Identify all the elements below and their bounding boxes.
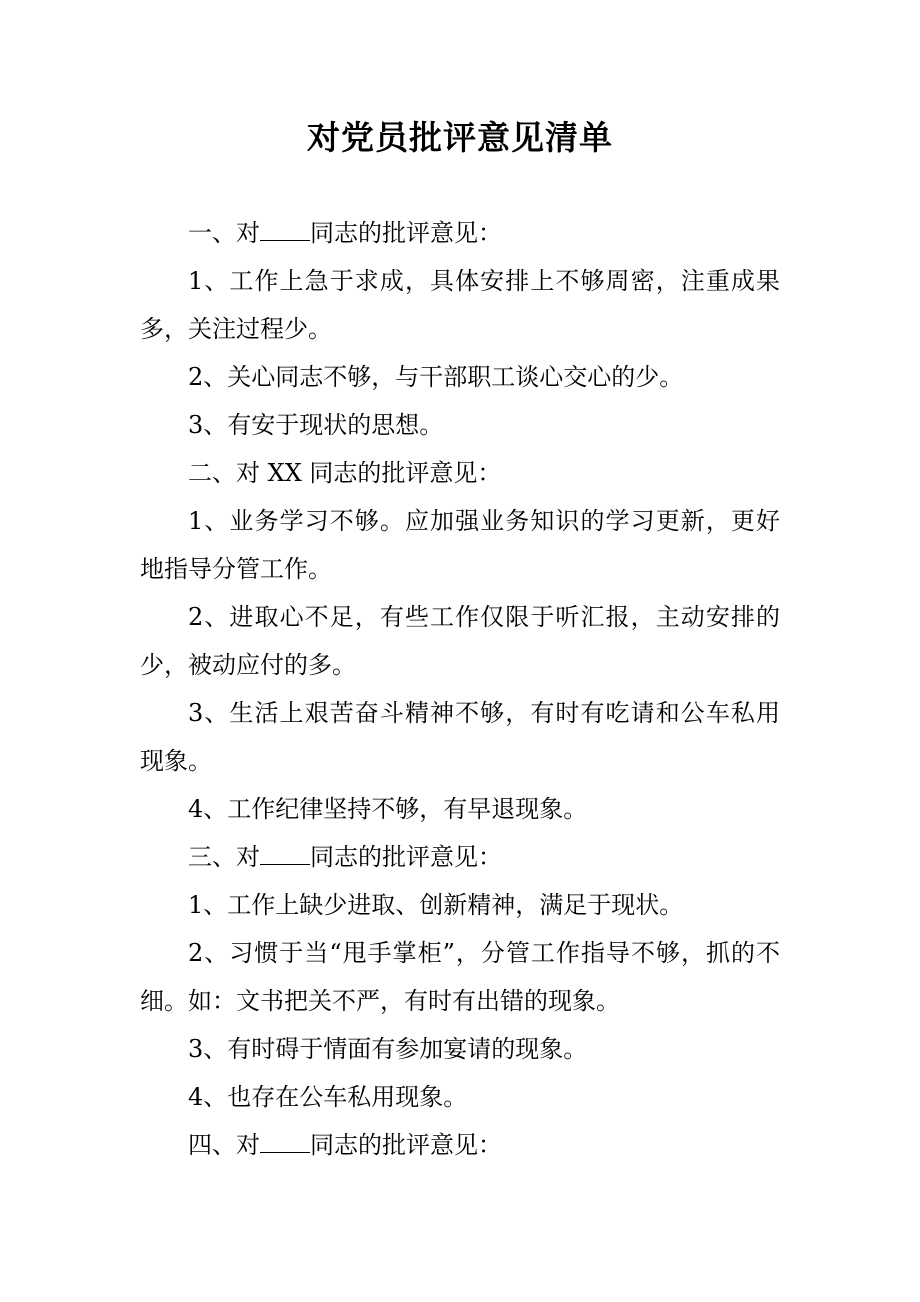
name-blank [260, 218, 310, 241]
paragraph-line: 1、业务学习不够。应加强业务知识的学习更新，更好 [188, 507, 780, 535]
paragraph-line: 2、习惯于当“甩手掌柜”，分管工作指导不够，抓的不 [188, 939, 780, 967]
section-heading-2: 二、对 XX 同志的批评意见： [188, 459, 502, 487]
paragraph-line: 1、工作上缺少进取、创新精神，满足于现状。 [188, 891, 684, 919]
paragraph-line: 4、工作纪律坚持不够，有早退现象。 [188, 795, 588, 823]
paragraph-line: 3、有时碍于情面有参加宴请的现象。 [188, 1035, 588, 1063]
heading-prefix: 四、对 [188, 1131, 260, 1159]
heading-suffix: 同志的批评意见： [310, 843, 502, 871]
paragraph-line: 少，被动应付的多。 [140, 651, 356, 679]
paragraph-line: 1、工作上急于求成，具体安排上不够周密，注重成果 [188, 267, 780, 295]
paragraph-line: 2、进取心不足，有些工作仅限于听汇报，主动安排的 [188, 603, 780, 631]
section-heading-3 [188, 840, 828, 874]
heading-prefix: 三、对 [188, 843, 260, 871]
heading-suffix: 同志的批评意见： [310, 1131, 502, 1159]
paragraph-line: 细。如：文书把关不严，有时有出错的现象。 [140, 987, 620, 1015]
paragraph-line: 2、关心同志不够，与干部职工谈心交心的少。 [188, 363, 684, 391]
heading-suffix: 同志的批评意见： [310, 219, 502, 247]
name-blank [260, 842, 310, 865]
heading-prefix: 一、对 [188, 219, 260, 247]
paragraph-line: 多，关注过程少。 [140, 315, 332, 343]
paragraph-line: 地指导分管工作。 [140, 555, 332, 583]
name-blank [260, 1130, 310, 1153]
paragraph-line: 3、生活上艰苦奋斗精神不够，有时有吃请和公车私用 [188, 699, 780, 727]
section-heading-1 [188, 216, 828, 250]
paragraph-line: 3、有安于现状的思想。 [188, 411, 444, 439]
paragraph-line: 现象。 [140, 747, 212, 775]
section-heading-4 [188, 1128, 828, 1162]
document-title: 对党员批评意见清单 [307, 118, 613, 157]
paragraph-line: 4、也存在公车私用现象。 [188, 1083, 468, 1111]
